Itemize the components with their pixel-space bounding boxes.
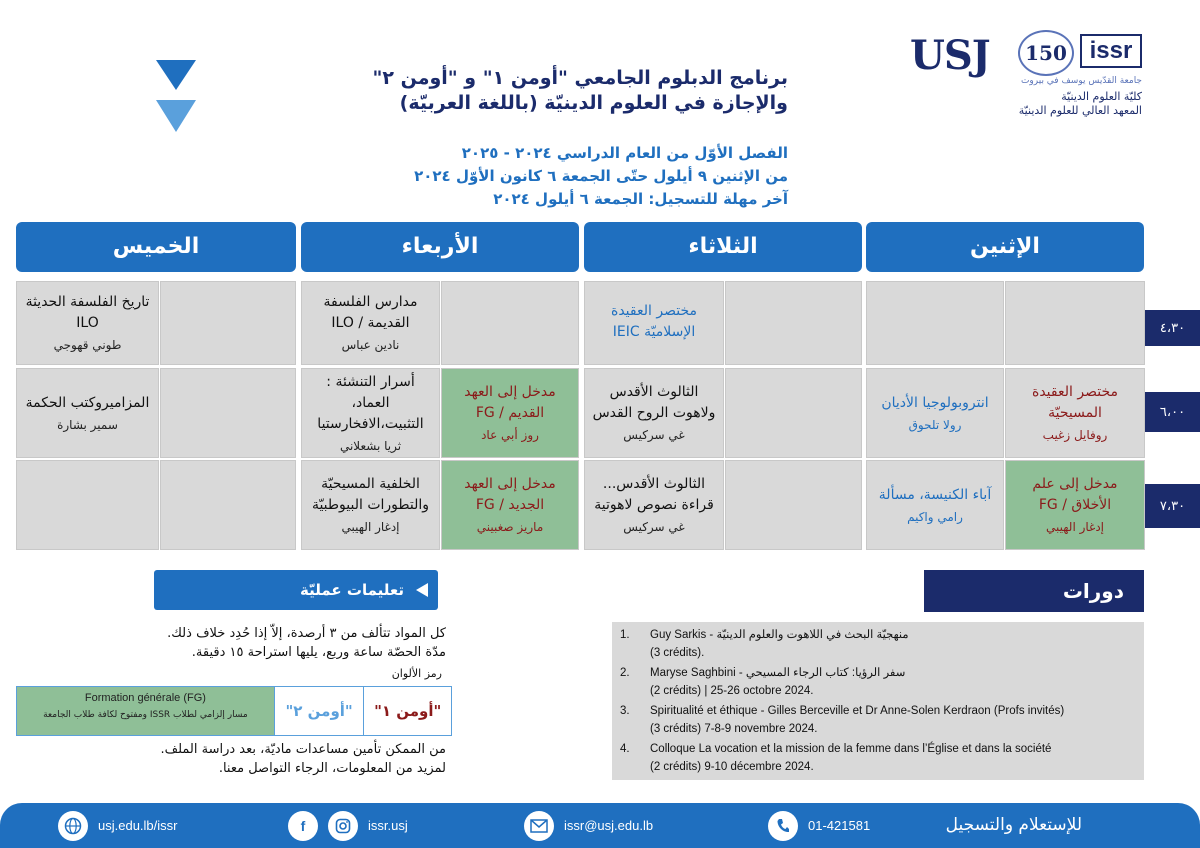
term-line-2: من الإثنين ٩ أيلول حتّى الجمعة ٦ كانون الأوّل ٢٠٢٤ (414, 167, 788, 185)
list-number: 3. (620, 705, 630, 717)
website-text: usj.edu.lb/issr (98, 818, 178, 833)
course-line: Colloque La vocation et la mission de la femme dans l’Église et dans la société (650, 743, 1052, 755)
course-title: الثالوث الأقدس ولاهوت الروح القدس (592, 384, 716, 421)
instructor-name: رامي واكيم (907, 509, 963, 524)
schedule-cell (16, 460, 159, 550)
course-line: Maryse Saghbini - سفر الرؤيا: كتاب الرجاء المسيحي (650, 667, 906, 679)
logo-usj-text: USJ (910, 32, 990, 79)
term-info (414, 142, 788, 211)
schedule-cell (1005, 460, 1145, 550)
course-title: تاريخ الفلسفة الحديثة ILO (25, 294, 150, 331)
email-text: issr@usj.edu.lb (564, 818, 654, 833)
schedule-cell (584, 460, 724, 550)
logo-institute-name: المعهد العالي للعلوم الدينيّة (1018, 104, 1142, 117)
schedule-cell (584, 368, 724, 458)
social-handle: issr.usj (368, 818, 408, 833)
usj-issr-logo (910, 30, 1142, 117)
instructor-name: إدغار الهيبي (341, 520, 400, 534)
logo-anniversary: 150 (1018, 30, 1074, 76)
schedule-cell (725, 460, 862, 550)
schedule-cell (301, 368, 440, 458)
contact-cta: للإستعلام والتسجيل (945, 815, 1082, 835)
schedule-cell (301, 460, 440, 550)
phone-icon (768, 811, 798, 841)
phone-text: 01-421581 (808, 818, 871, 833)
term-line-3: آخر مهلة للتسجيل: الجمعة ٦ أيلول ٢٠٢٤ (493, 190, 788, 208)
course-line: (3 crédits). (650, 647, 705, 659)
instructor-name: ماريز صغبيني (476, 520, 544, 534)
schedule-cell (725, 281, 862, 365)
instructions-line: لمزيد من المعلومات، الرجاء التواصل معنا. (218, 761, 446, 776)
course-title: مختصر العقيدة المسيحيّة (1032, 384, 1118, 421)
term-line-1: الفصل الأوّل من العام الدراسي ٢٠٢٤ - ٢٠٢٥ (461, 144, 788, 162)
list-item (620, 626, 1132, 662)
list-number: 4. (620, 743, 630, 755)
legend-fg-title: Formation générale (FG) (84, 692, 206, 704)
list-number: 1. (620, 629, 630, 641)
day-header-wednesday: الأربعاء (301, 222, 579, 272)
schedule-cell (16, 281, 159, 365)
schedule-cell (441, 281, 579, 365)
day-header-thursday: الخميس (16, 222, 296, 272)
instructor-name: غي سركيس (623, 428, 685, 442)
course-title: مدخل إلى علم الأخلاق / FG (1032, 476, 1118, 513)
color-legend (16, 686, 452, 736)
time-slot-label: ٤،٣٠ (1145, 310, 1200, 346)
instructor-name: غي سركيس (623, 520, 685, 534)
instructor-name: طوني قهوجي (53, 338, 122, 352)
decor-triangle-icon (156, 60, 196, 90)
instructor-name: سمير بشارة (57, 417, 118, 432)
course-title: مختصر العقيدة الإسلاميّة IEIC (611, 303, 697, 340)
list-item (620, 740, 1132, 776)
footer-bar (0, 803, 1200, 848)
instructor-name: إدغار الهيبي (1046, 520, 1104, 534)
day-header-tuesday: الثلاثاء (584, 222, 862, 272)
phone-link[interactable] (768, 803, 870, 848)
instructions-heading (154, 570, 438, 610)
course-line: (2 crédits) 9-10 décembre 2024. (650, 761, 814, 773)
legend-omen-1: "أومن ١" (363, 687, 451, 735)
instructor-name: ثريا بشعلاني (339, 438, 402, 453)
course-title: الثالوث الأقدس... قراءة نصوص لاهوتية (594, 476, 714, 513)
instructor-name: رولا تلحوق (908, 417, 962, 432)
legend-fg-description: مسار إلزامي لطلاب ISSR ومفتوح لكافة طلاب الجامعة (43, 710, 248, 720)
course-title: مدارس الفلسفة القديمة / ILO (323, 294, 418, 331)
instructor-name: روز أبي عاد (481, 428, 539, 442)
course-line: (3 crédits) 7-8-9 novembre 2024. (650, 723, 818, 735)
schedule-cell (441, 460, 579, 550)
time-slot-label: ٦،٠٠ (1145, 392, 1200, 432)
instructor-name: نادين عباس (341, 338, 400, 352)
time-slot-label: ٧،٣٠ (1145, 484, 1200, 528)
course-title: انتروبولوجيا الأديان (881, 394, 989, 411)
instructions-line: من الممكن تأمين مساعدات ماديّة، بعد دراسة الملف. (160, 742, 446, 757)
schedule-cell (1005, 368, 1145, 458)
schedule-cell (16, 368, 159, 458)
course-line: Guy Sarkis - منهجيّة البحث في اللاهوت والعلوم الدينيّة (650, 629, 909, 641)
instructor-name: روفايل زغيب (1042, 428, 1108, 442)
schedule-cell (866, 368, 1004, 458)
courses-list (612, 622, 1144, 780)
schedule-cell (160, 281, 296, 365)
facebook-icon[interactable]: f (288, 811, 318, 841)
title-line-2: والإجازة في العلوم الدينيّة (باللغة العربيّة) (399, 92, 788, 114)
decor-triangle-icon (156, 100, 196, 132)
list-item (620, 702, 1132, 738)
schedule-cell (160, 368, 296, 458)
schedule-cell (441, 368, 579, 458)
course-title: آباء الكنيسة، مسألة (878, 486, 992, 503)
list-item (620, 664, 1132, 700)
schedule-cell (301, 281, 440, 365)
instructions-text-bottom (160, 740, 446, 778)
website-link[interactable] (58, 803, 177, 848)
course-title: مدخل إلى العهد الجديد / FG (464, 476, 556, 513)
instructions-heading-label: تعليمات عمليّة (300, 581, 404, 599)
instructions-line: مدّة الحصّة ساعة وربع، يليها استراحة ١٥ دقيقة. (191, 645, 446, 660)
schedule-cell (1005, 281, 1145, 365)
schedule-cell (866, 281, 1004, 365)
page-title (372, 66, 788, 116)
legend-fg (17, 687, 274, 735)
title-line-1: برنامج الدبلوم الجامعي "أومن ١" و "أومن ٢" (372, 67, 788, 89)
logo-university-name: جامعة القدّيس يوسف في بيروت (1020, 76, 1142, 86)
schedule-cell (725, 368, 862, 458)
course-line: (2 crédits) | 25-26 octobre 2024. (650, 685, 814, 697)
course-title: المزاميروكتب الحكمة (25, 394, 150, 411)
mail-icon (524, 811, 554, 841)
legend-omen-2: "أومن ٢" (274, 687, 364, 735)
course-title: مدخل إلى العهد القديم / FG (464, 384, 556, 421)
course-title: الخلفية المسيحيّة والتطورات البيوطبيّة (311, 476, 430, 513)
social-links (288, 803, 408, 848)
courses-heading: دورات (924, 570, 1144, 612)
schedule-cell (584, 281, 724, 365)
logo-issr-text: issr (1080, 34, 1142, 68)
day-header-monday: الإثنين (866, 222, 1144, 272)
schedule-cell (160, 460, 296, 550)
email-link[interactable] (524, 803, 653, 848)
logo-faculty-name: كليّة العلوم الدينيّة (1061, 90, 1142, 103)
arrow-left-icon (416, 583, 428, 597)
globe-icon (58, 811, 88, 841)
instagram-icon[interactable] (328, 811, 358, 841)
legend-title: رمز الألوان (391, 667, 442, 680)
list-number: 2. (620, 667, 630, 679)
schedule-cell (866, 460, 1004, 550)
course-title: أسرار التنشئة : العماد، التثبيت،الافخارستيا (317, 373, 424, 432)
instructions-text (167, 624, 446, 662)
instructions-line: كل المواد تتألف من ٣ أرصدة، إلاّ إذا حُدِد خلاف ذلك. (167, 626, 446, 641)
course-line: Spiritualité et éthique - Gilles Berceville et Dr Anne-Solen Kerdraon (Profs invités) (650, 705, 1065, 717)
